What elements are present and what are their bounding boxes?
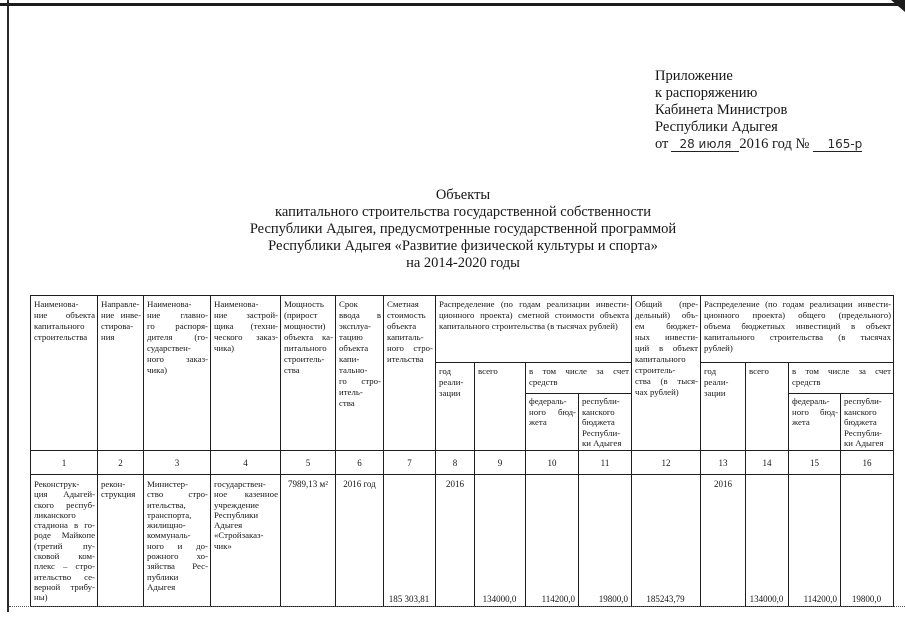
column-number: 9 xyxy=(475,451,526,475)
text-line: ного и до- xyxy=(147,540,208,551)
text-line: ки Адыгея xyxy=(582,438,622,449)
column-number: 16 xyxy=(841,451,894,475)
appendix-line-order: к распоряжению xyxy=(655,85,758,101)
text-line: ного бюд- xyxy=(529,406,576,417)
text-line: Адыгея xyxy=(147,581,176,592)
cell-investment-federal: 114200,0 xyxy=(789,475,841,607)
text-line: Республи- xyxy=(582,427,621,438)
text-line: Направле- xyxy=(101,299,140,309)
text-line: транспорта, xyxy=(147,509,192,520)
text-line: ного заказ- xyxy=(147,354,208,364)
text-line: реали- xyxy=(704,377,729,387)
cell-total-investment: 185243,79 xyxy=(632,475,701,607)
text-line: щика (техни- xyxy=(214,321,278,331)
text-line: всего xyxy=(749,366,769,376)
text-line: ство стро- xyxy=(147,489,208,500)
text-line: Министер- xyxy=(147,479,188,489)
column-number: 4 xyxy=(211,451,281,475)
text-line: федераль- xyxy=(792,396,830,406)
text-line: бюджета xyxy=(844,417,877,428)
header-estimate-including xyxy=(526,363,632,394)
title-line-2: капитального строительства государственной собственности xyxy=(275,204,651,220)
column-number: 10 xyxy=(526,451,579,475)
cell-developer xyxy=(211,475,281,607)
text-line: капиталь- xyxy=(387,332,424,342)
table-row xyxy=(31,475,894,607)
text-line: ние объекта xyxy=(34,310,95,320)
column-number: 13 xyxy=(701,451,746,475)
column-number: 11 xyxy=(579,451,632,475)
text-line: ние застрой- xyxy=(214,310,278,320)
header-investment-year xyxy=(701,363,746,451)
header-investment-total xyxy=(746,363,789,451)
text-line: итель- xyxy=(339,387,363,397)
text-line: учреждение xyxy=(214,499,259,510)
text-line: республи- xyxy=(844,396,882,406)
text-line: ликанского xyxy=(34,509,76,520)
title-line-1: Объекты xyxy=(435,187,491,203)
text-line: объекта xyxy=(339,343,369,353)
cell-estimated-cost: 185 303,81 xyxy=(384,475,436,607)
from-label: от xyxy=(655,136,669,152)
column-number: 8 xyxy=(436,451,475,475)
text-line: чика) xyxy=(147,365,168,375)
header-chief-manager xyxy=(144,296,211,451)
text-line: ки Адыгея xyxy=(844,438,884,449)
text-line: рожного хо- xyxy=(147,551,208,562)
text-line: строитель- xyxy=(284,354,325,364)
text-line: Срок xyxy=(339,299,358,309)
text-line: объекта xyxy=(387,321,417,331)
text-line: эксплуа- xyxy=(339,321,371,331)
cell-estimate-total: 134000,0 xyxy=(475,475,526,607)
text-line: чик» xyxy=(214,540,232,551)
header-investment-direction xyxy=(98,296,144,451)
column-number: 1 xyxy=(31,451,98,475)
text-line: средств xyxy=(792,377,821,387)
text-line: Наименова- xyxy=(147,299,192,309)
text-line: Общий (пре- xyxy=(635,299,699,309)
capital-construction-objects-table xyxy=(30,295,894,607)
text-line: ций в объект xyxy=(635,343,699,353)
text-line: ционного проекта) общего (предельного) xyxy=(704,310,892,320)
text-line: ционного проекта) сметной стоимости объекта xyxy=(439,310,630,320)
text-line: ительство се- xyxy=(34,571,95,582)
text-line: стирова- xyxy=(101,321,134,331)
text-line: Распределение (по годам реализации инвести- xyxy=(704,299,892,309)
text-line: жилищно- xyxy=(147,520,186,531)
text-line: Адыгея xyxy=(214,520,243,531)
text-line: рекон- xyxy=(101,479,126,489)
header-estimate-year xyxy=(436,363,475,451)
text-line: «Стройзаказ- xyxy=(214,530,264,541)
text-line: мощности) xyxy=(284,321,326,331)
appendix-order-line xyxy=(655,136,862,153)
header-investment-distribution xyxy=(701,296,894,363)
appendix-line-republic: Республики Адыгея xyxy=(655,119,778,135)
header-investment-republic xyxy=(841,394,894,451)
text-line: ства xyxy=(284,365,300,375)
text-line: зации xyxy=(439,388,461,398)
text-line: год xyxy=(439,366,452,376)
text-line: ния xyxy=(101,332,115,342)
text-line: чах рублей) xyxy=(635,387,679,397)
cell-chief-manager xyxy=(144,475,211,607)
text-line: жета xyxy=(792,417,810,428)
text-line: Распределение (по годам реализации инвести- xyxy=(439,299,630,309)
text-line: Республи- xyxy=(844,427,883,438)
appendix-block xyxy=(655,68,862,153)
appendix-line-cabinet: Кабинета Министров xyxy=(655,102,788,118)
cell-capacity: 7989,13 м² xyxy=(281,475,336,607)
cell-estimate-federal: 114200,0 xyxy=(526,475,579,607)
text-line: сударствен- xyxy=(147,343,191,353)
text-line: капитального строительства (в тысячах xyxy=(704,332,892,342)
header-estimate-distribution xyxy=(436,296,632,363)
text-line: реали- xyxy=(439,377,464,387)
cell-investment-republic: 19800,0 xyxy=(841,475,894,607)
text-line: (прирост xyxy=(284,310,318,320)
cell-object-name xyxy=(31,475,98,607)
table-header-row xyxy=(31,296,894,363)
scan-edge-top xyxy=(0,3,905,6)
document-title xyxy=(163,187,763,272)
text-line: объема бюджетных инвестиций в объект xyxy=(704,321,892,331)
order-year-label: 2016 год № xyxy=(739,136,810,152)
text-line: объекта ка- xyxy=(284,332,333,342)
header-total-investment xyxy=(632,296,701,451)
text-line: ительства xyxy=(387,354,424,364)
title-line-3: Республики Адыгея, предусмотренные государственной программой xyxy=(249,221,677,237)
text-line: Сметная xyxy=(387,299,419,309)
text-line: капи- xyxy=(339,354,360,364)
column-number: 12 xyxy=(632,451,701,475)
text-line: ческого заказ- xyxy=(214,332,278,342)
text-line: го стро- xyxy=(339,376,381,386)
text-line: питального xyxy=(284,343,327,353)
column-number: 3 xyxy=(144,451,211,475)
text-line: стадиона в го- xyxy=(34,520,95,531)
text-line: канского xyxy=(582,406,615,417)
cell-investment-year: 2016 xyxy=(701,475,746,607)
text-line: в том числе за счет xyxy=(792,366,892,376)
text-line: средств xyxy=(529,377,558,387)
header-object-name xyxy=(31,296,98,451)
text-line: ства xyxy=(339,398,355,408)
text-line: Мощность xyxy=(284,299,324,309)
text-line: зяйства Рес- xyxy=(147,561,208,572)
text-line: чика) xyxy=(214,343,235,353)
cell-investment-direction xyxy=(98,475,144,607)
cell-estimate-year: 2016 xyxy=(436,475,475,607)
header-estimated-cost xyxy=(384,296,436,451)
text-line: Республики xyxy=(214,509,259,520)
text-line: строительства xyxy=(34,332,88,342)
column-number: 15 xyxy=(789,451,841,475)
text-line: роде Майкопе xyxy=(34,530,95,541)
scan-edge-left xyxy=(7,0,9,612)
text-line: дителя (го- xyxy=(147,332,208,342)
order-number: 165-р xyxy=(813,138,862,152)
text-line: строитель- xyxy=(635,365,676,375)
cell-investment-total: 134000,0 xyxy=(746,475,789,607)
column-number: 5 xyxy=(281,451,336,475)
scan-edge-bottom xyxy=(9,606,905,607)
text-line: тально- xyxy=(339,365,368,375)
column-number: 7 xyxy=(384,451,436,475)
text-line: ция Адыгей- xyxy=(34,489,95,500)
order-date: 28 июля xyxy=(671,138,739,152)
text-line: капитального xyxy=(34,321,85,331)
text-line: ввода в xyxy=(339,310,381,320)
header-investment-including xyxy=(789,363,894,394)
text-line: капитального xyxy=(635,354,686,364)
header-estimate-total xyxy=(475,363,526,451)
header-capacity xyxy=(281,296,336,451)
text-line: плекс – стро- xyxy=(34,561,95,572)
column-number: 14 xyxy=(746,451,789,475)
text-line: ние инве- xyxy=(101,310,141,320)
text-line: жета xyxy=(529,417,547,428)
text-line: Наименова- xyxy=(34,299,79,309)
text-line: (третий пу- xyxy=(34,540,95,551)
column-number: 2 xyxy=(98,451,144,475)
text-line: струкция xyxy=(101,489,136,500)
text-line: ства (в тыся- xyxy=(635,376,699,386)
text-line: тацию xyxy=(339,332,363,342)
text-line: бюджета xyxy=(582,417,615,428)
text-line: ны) xyxy=(34,592,48,603)
text-line: публики xyxy=(147,571,179,582)
text-line: стоимость xyxy=(387,310,426,320)
title-line-5: на 2014-2020 годы xyxy=(406,255,520,271)
text-line: ного бюд- xyxy=(792,406,839,417)
text-line: верной трибу- xyxy=(34,581,95,592)
text-line: ние главно- xyxy=(147,310,208,320)
header-estimate-federal xyxy=(526,394,579,451)
text-line: дельный) объ- xyxy=(635,310,699,320)
text-line: государствен- xyxy=(214,479,266,489)
cell-commissioning-term: 2016 год xyxy=(336,475,384,607)
header-estimate-republic xyxy=(579,394,632,451)
text-line: канского xyxy=(844,406,877,417)
text-line: капитального строительства (в тысячах рублей) xyxy=(439,321,618,331)
text-line: Реконструк- xyxy=(34,479,80,489)
text-line: ского респуб- xyxy=(34,499,95,510)
text-line: ных инвести- xyxy=(635,332,699,342)
text-line: в том числе за счет xyxy=(529,366,630,376)
header-commissioning-term xyxy=(336,296,384,451)
column-number-row xyxy=(31,451,894,475)
text-line: ительства, xyxy=(147,499,186,510)
header-investment-federal xyxy=(789,394,841,451)
text-line: сковой ком- xyxy=(34,551,95,562)
text-line: ное казенное xyxy=(214,489,278,500)
text-line: Наименова- xyxy=(214,299,259,309)
title-line-4: Республики Адыгея «Развитие физической культуры и спорта» xyxy=(268,238,658,254)
text-line: всего xyxy=(478,366,498,376)
text-line: республи- xyxy=(582,396,620,406)
text-line: го распоря- xyxy=(147,321,208,331)
text-line: зации xyxy=(704,388,726,398)
header-developer xyxy=(211,296,281,451)
cell-estimate-republic: 19800,0 xyxy=(579,475,632,607)
text-line: год xyxy=(704,366,717,376)
scan-corner xyxy=(891,0,905,12)
appendix-title: Приложение xyxy=(655,68,733,84)
text-line: коммуналь- xyxy=(147,530,191,541)
text-line: ного стро- xyxy=(387,343,433,353)
text-line: рублей) xyxy=(704,343,733,353)
text-line: федераль- xyxy=(529,396,567,406)
column-number: 6 xyxy=(336,451,384,475)
text-line: ем бюджет- xyxy=(635,321,699,331)
